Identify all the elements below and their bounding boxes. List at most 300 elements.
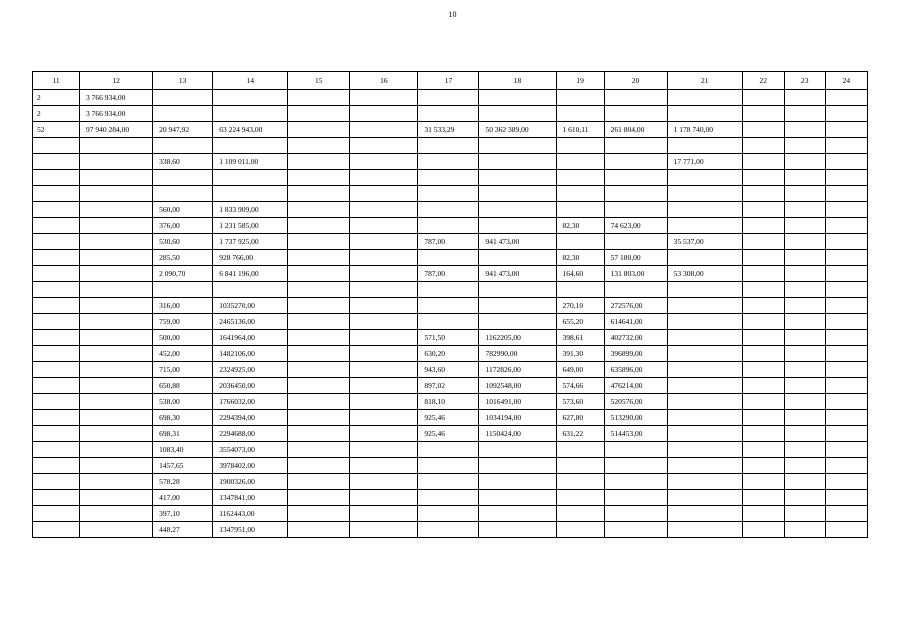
table-cell (667, 394, 742, 410)
table-cell: 1034194,00 (479, 410, 556, 426)
table-cell (80, 442, 153, 458)
table-cell: 698,31 (153, 426, 213, 442)
table-cell (825, 282, 867, 298)
table-cell (667, 458, 742, 474)
table-cell: 925,46 (418, 426, 479, 442)
table-cell: 82,30 (556, 250, 604, 266)
table-cell: 402732,00 (604, 330, 667, 346)
table-cell (350, 442, 418, 458)
table-cell (33, 330, 80, 346)
table-cell (825, 298, 867, 314)
column-header: 24 (825, 72, 867, 90)
table-cell (742, 202, 784, 218)
table-cell (288, 378, 350, 394)
table-cell (556, 474, 604, 490)
table-cell (80, 170, 153, 186)
table-cell: 1457,65 (153, 458, 213, 474)
table-cell (418, 442, 479, 458)
table-cell (80, 522, 153, 538)
table-cell (742, 154, 784, 170)
table-cell: 1 833 909,00 (213, 202, 288, 218)
table-cell: 514453,00 (604, 426, 667, 442)
page-number: 10 (448, 10, 457, 19)
table-cell (667, 410, 742, 426)
table-cell: 520576,00 (604, 394, 667, 410)
table-cell (556, 234, 604, 250)
table-cell: 3 766 934,00 (80, 106, 153, 122)
table-cell (213, 106, 288, 122)
table-cell (350, 490, 418, 506)
table-cell (33, 298, 80, 314)
table-cell (418, 506, 479, 522)
table-cell (418, 250, 479, 266)
column-header: 22 (742, 72, 784, 90)
table-cell: 397,10 (153, 506, 213, 522)
table-cell (667, 186, 742, 202)
table-cell: 818,10 (418, 394, 479, 410)
table-cell (288, 474, 350, 490)
table-cell: 573,60 (556, 394, 604, 410)
table-cell: 2324925,00 (213, 362, 288, 378)
table-cell (33, 474, 80, 490)
table-cell (479, 490, 556, 506)
table-cell (33, 154, 80, 170)
table-cell (825, 138, 867, 154)
table-cell: 1 610,11 (556, 122, 604, 138)
table-row (33, 298, 868, 314)
table-cell (350, 234, 418, 250)
table-cell: 272576,00 (604, 298, 667, 314)
table-cell: 338,60 (153, 154, 213, 170)
table-cell (479, 170, 556, 186)
table-cell (825, 346, 867, 362)
table-cell (784, 410, 825, 426)
table-cell (33, 250, 80, 266)
table-cell: 1035270,00 (213, 298, 288, 314)
table-cell (288, 410, 350, 426)
table-cell (825, 362, 867, 378)
table-cell: 698,30 (153, 410, 213, 426)
table-cell: 574,66 (556, 378, 604, 394)
table-cell (80, 330, 153, 346)
table-cell (784, 426, 825, 442)
table-cell (350, 426, 418, 442)
table-cell (33, 314, 80, 330)
table-cell (556, 138, 604, 154)
table-cell (153, 186, 213, 202)
table-cell (784, 218, 825, 234)
table-cell: 571,50 (418, 330, 479, 346)
table-cell (288, 426, 350, 442)
table-cell (350, 154, 418, 170)
table-cell: 316,00 (153, 298, 213, 314)
table-cell: 1016491,00 (479, 394, 556, 410)
table-cell: 396899,00 (604, 346, 667, 362)
table-cell (556, 154, 604, 170)
table-cell (604, 170, 667, 186)
table-cell (825, 250, 867, 266)
table-cell (604, 234, 667, 250)
table-row (33, 154, 868, 170)
table-cell (288, 522, 350, 538)
table-row (33, 314, 868, 330)
table-cell (667, 490, 742, 506)
table-cell (288, 442, 350, 458)
table-cell (350, 186, 418, 202)
table-cell: 448,27 (153, 522, 213, 538)
table-cell (80, 154, 153, 170)
table-row (33, 202, 868, 218)
table-cell (288, 90, 350, 106)
table-cell (350, 362, 418, 378)
table-row (33, 106, 868, 122)
table-cell (742, 106, 784, 122)
table-cell: 2465136,00 (213, 314, 288, 330)
table-cell (825, 266, 867, 282)
table-cell: 655,20 (556, 314, 604, 330)
table-cell: 57 180,00 (604, 250, 667, 266)
table-cell: 631,22 (556, 426, 604, 442)
table-cell (742, 314, 784, 330)
table-cell (288, 122, 350, 138)
table-cell (288, 202, 350, 218)
table-cell: 530,60 (153, 234, 213, 250)
table-cell (479, 298, 556, 314)
table-cell (33, 218, 80, 234)
table-cell (742, 90, 784, 106)
table-cell: 1482106,00 (213, 346, 288, 362)
table-cell: 941 473,00 (479, 234, 556, 250)
table-cell (742, 442, 784, 458)
table-cell (80, 186, 153, 202)
table-cell (33, 234, 80, 250)
table-cell: 2 090,70 (153, 266, 213, 282)
table-cell (213, 170, 288, 186)
table-cell (153, 138, 213, 154)
table-cell (350, 250, 418, 266)
table-cell (33, 458, 80, 474)
table-cell: 1162205,00 (479, 330, 556, 346)
table-cell (33, 266, 80, 282)
table-row (33, 394, 868, 410)
table-cell (556, 106, 604, 122)
table-row (33, 250, 868, 266)
table-cell (667, 330, 742, 346)
table-cell: 1092548,00 (479, 378, 556, 394)
table-cell (33, 202, 80, 218)
column-header: 21 (667, 72, 742, 90)
table-cell (33, 346, 80, 362)
table-cell: 285,50 (153, 250, 213, 266)
table-cell (153, 170, 213, 186)
table-cell (479, 442, 556, 458)
table-cell (479, 506, 556, 522)
table-cell: 538,00 (153, 394, 213, 410)
table-cell (667, 474, 742, 490)
table-cell: 2036450,00 (213, 378, 288, 394)
table-cell (667, 362, 742, 378)
table-cell (604, 490, 667, 506)
table-cell: 635896,00 (604, 362, 667, 378)
table-cell (288, 362, 350, 378)
table-cell (80, 458, 153, 474)
table-cell (33, 378, 80, 394)
table-cell (742, 474, 784, 490)
table-cell (418, 282, 479, 298)
table-cell: 650,88 (153, 378, 213, 394)
column-header: 16 (350, 72, 418, 90)
table-cell (784, 474, 825, 490)
table-cell (825, 90, 867, 106)
table-cell (153, 90, 213, 106)
table-cell: 476214,00 (604, 378, 667, 394)
table-cell: 50 362 389,00 (479, 122, 556, 138)
table-cell (742, 170, 784, 186)
table-cell (288, 250, 350, 266)
table-cell (288, 186, 350, 202)
table-cell (80, 266, 153, 282)
table-row (33, 362, 868, 378)
table-cell (418, 154, 479, 170)
table-cell (350, 314, 418, 330)
table-cell (784, 138, 825, 154)
table-cell (825, 154, 867, 170)
table-cell (418, 202, 479, 218)
table-cell (350, 266, 418, 282)
table-cell (288, 138, 350, 154)
table-cell (288, 394, 350, 410)
table-cell: 261 804,00 (604, 122, 667, 138)
table-cell (350, 202, 418, 218)
table-cell (288, 330, 350, 346)
table-cell (80, 218, 153, 234)
table-cell: 1150424,00 (479, 426, 556, 442)
table-cell (80, 410, 153, 426)
table-cell (667, 378, 742, 394)
column-header: 18 (479, 72, 556, 90)
table-cell (479, 458, 556, 474)
table-cell (80, 394, 153, 410)
table-cell: 759,00 (153, 314, 213, 330)
table-cell: 391,30 (556, 346, 604, 362)
table-cell: 398,61 (556, 330, 604, 346)
table-cell (742, 522, 784, 538)
table-cell (667, 202, 742, 218)
table-cell (213, 138, 288, 154)
table-cell (742, 426, 784, 442)
table-cell (350, 394, 418, 410)
table-cell (667, 522, 742, 538)
table-row (33, 330, 868, 346)
table-cell (784, 330, 825, 346)
table-cell (33, 506, 80, 522)
table-cell: 941 473,00 (479, 266, 556, 282)
table-cell: 630,20 (418, 346, 479, 362)
table-cell (288, 282, 350, 298)
table-cell: 52 (33, 122, 80, 138)
table-cell (80, 282, 153, 298)
table-cell (350, 474, 418, 490)
table-cell: 452,00 (153, 346, 213, 362)
table-cell: 787,00 (418, 266, 479, 282)
table-cell (825, 474, 867, 490)
table-cell (784, 266, 825, 282)
column-header: 11 (33, 72, 80, 90)
table-cell: 2294688,00 (213, 426, 288, 442)
table-cell: 17 771,00 (667, 154, 742, 170)
table-cell (825, 394, 867, 410)
table-cell (825, 202, 867, 218)
table-row (33, 378, 868, 394)
table-cell (742, 506, 784, 522)
table-cell (33, 138, 80, 154)
table-cell (479, 186, 556, 202)
table-cell (33, 426, 80, 442)
table-cell: 97 940 284,00 (80, 122, 153, 138)
table-cell (418, 170, 479, 186)
table-cell (742, 410, 784, 426)
table-cell: 928 766,00 (213, 250, 288, 266)
table-cell (784, 298, 825, 314)
table-cell: 2 (33, 90, 80, 106)
table-cell: 1347841,00 (213, 490, 288, 506)
table-cell: 376,00 (153, 218, 213, 234)
table-cell (825, 330, 867, 346)
table-cell (784, 442, 825, 458)
table-cell: 6 841 196,00 (213, 266, 288, 282)
table-cell (418, 186, 479, 202)
table-cell (742, 186, 784, 202)
table-cell (80, 250, 153, 266)
table-cell: 31 533,29 (418, 122, 479, 138)
table-row (33, 442, 868, 458)
table-cell (350, 378, 418, 394)
table-cell: 1 231 585,00 (213, 218, 288, 234)
table-cell (742, 362, 784, 378)
table-cell: 897,02 (418, 378, 479, 394)
table-cell: 164,60 (556, 266, 604, 282)
table-cell (556, 170, 604, 186)
table-cell: 417,00 (153, 490, 213, 506)
column-header: 14 (213, 72, 288, 90)
table-cell (288, 266, 350, 282)
table-cell (667, 138, 742, 154)
table-cell: 1641964,00 (213, 330, 288, 346)
table-cell (80, 362, 153, 378)
table-cell (556, 202, 604, 218)
table-cell (418, 138, 479, 154)
section-divider-row (33, 138, 868, 154)
table-cell (742, 378, 784, 394)
table-cell: 715,00 (153, 362, 213, 378)
table-cell (350, 106, 418, 122)
table-cell (667, 106, 742, 122)
table-cell: 82,30 (556, 218, 604, 234)
table-cell (742, 330, 784, 346)
table-cell (418, 458, 479, 474)
table-cell (288, 154, 350, 170)
column-header: 23 (784, 72, 825, 90)
table-cell (418, 90, 479, 106)
table-cell (604, 522, 667, 538)
table-cell (742, 218, 784, 234)
table-cell (350, 282, 418, 298)
table-cell (604, 138, 667, 154)
table-cell (80, 346, 153, 362)
table-cell (33, 170, 80, 186)
table-row (33, 122, 868, 138)
table-cell (825, 218, 867, 234)
table-cell (825, 170, 867, 186)
table-cell (784, 234, 825, 250)
table-cell (604, 90, 667, 106)
table-cell (784, 506, 825, 522)
table-cell (825, 234, 867, 250)
table-cell (604, 282, 667, 298)
table-cell (667, 506, 742, 522)
section-divider-row (33, 282, 868, 298)
table-cell (742, 234, 784, 250)
table-cell (784, 186, 825, 202)
table-cell: 1162443,00 (213, 506, 288, 522)
table-cell (479, 314, 556, 330)
table-cell: 1083,40 (153, 442, 213, 458)
table-cell (784, 394, 825, 410)
table-cell: 270,10 (556, 298, 604, 314)
table-cell (742, 266, 784, 282)
table-row (33, 474, 868, 490)
table-cell: 1172826,00 (479, 362, 556, 378)
table-cell (667, 282, 742, 298)
table-cell (80, 298, 153, 314)
table-cell (33, 362, 80, 378)
table-cell (418, 522, 479, 538)
table-cell (825, 410, 867, 426)
table-cell (784, 202, 825, 218)
table-cell: 787,00 (418, 234, 479, 250)
column-header: 12 (80, 72, 153, 90)
table-cell (418, 298, 479, 314)
table-cell (479, 522, 556, 538)
table-cell (742, 458, 784, 474)
table-cell (742, 346, 784, 362)
table-cell: 1 178 740,00 (667, 122, 742, 138)
table-cell (418, 474, 479, 490)
table-cell (825, 378, 867, 394)
table-cell (288, 490, 350, 506)
table-cell (784, 282, 825, 298)
table-cell (213, 90, 288, 106)
table-cell: 1347951,00 (213, 522, 288, 538)
table-cell (825, 106, 867, 122)
table-cell (80, 474, 153, 490)
table-cell (825, 458, 867, 474)
table-cell (213, 186, 288, 202)
table-cell: 614641,00 (604, 314, 667, 330)
table-cell (288, 346, 350, 362)
table-cell (604, 106, 667, 122)
table-cell (784, 522, 825, 538)
table-cell (33, 522, 80, 538)
table-cell: 2294394,00 (213, 410, 288, 426)
column-header: 19 (556, 72, 604, 90)
table-cell (604, 442, 667, 458)
table-cell (604, 506, 667, 522)
table-cell: 1900326,00 (213, 474, 288, 490)
table-cell (33, 442, 80, 458)
table-cell (784, 106, 825, 122)
table-cell (667, 346, 742, 362)
